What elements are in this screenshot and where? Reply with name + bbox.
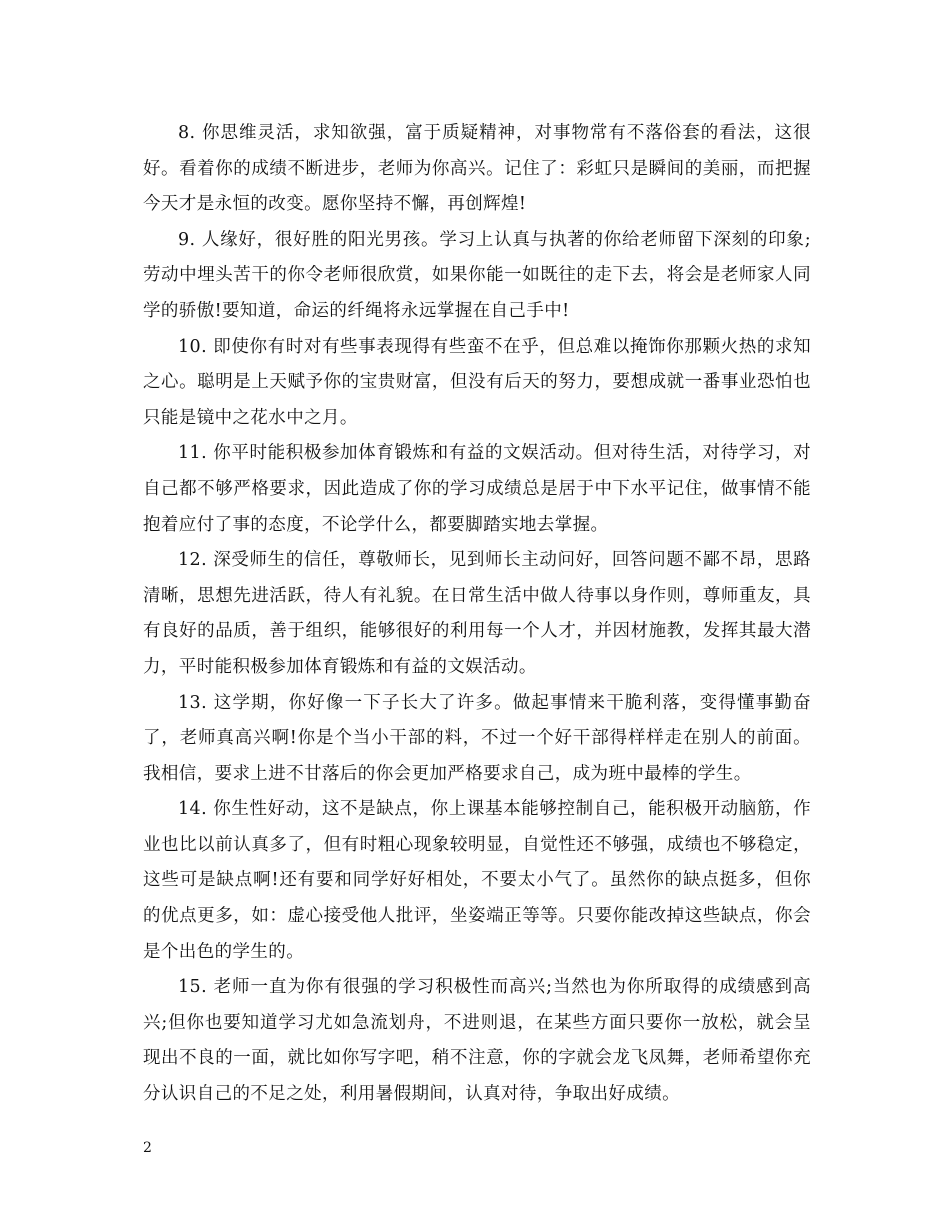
paragraph-10: 10. 即使你有时对有些事表现得有些蛮不在乎，但总难以掩饰你那颗火热的求知之心。聪明是上天赋予你的宝贵财富，但没有后天的努力，要想成就一番事业恐怕也只能是镜中之花水中之月。 bbox=[143, 336, 811, 428]
paragraph-14: 14. 你生性好动，这不是缺点，你上课基本能够控制自己，能积极开动脑筋，作业也比以前认真多了，但有时粗心现象较明显，自觉性还不够强，成绩也不够稳定，这些可是缺点啊!还有要和同学好好相处，不要太小气了。虽然你的缺点挺多，但你的优点更多，如：虚心接受他人批评，坐姿端正等等。只要你能改掉这些缺点，你会是个出色的学生的。 bbox=[143, 799, 811, 962]
paragraph-15: 15. 老师一直为你有很强的学习积极性而高兴;当然也为你所取得的成绩感到高兴;但你也要知道学习尤如急流划舟，不进则退，在某些方面只要你一放松，就会呈现出不良的一面，就比如你写字吧，稍不注意，你的字就会龙飞凤舞，老师希望你充分认识自己的不足之处，利用暑假期间，认真对待，争取出好成绩。 bbox=[143, 977, 811, 1105]
document-body bbox=[143, 116, 811, 1113]
paragraph-9: 9. 人缘好，很好胜的阳光男孩。学习上认真与执著的你给老师留下深刻的印象;劳动中埋头苦干的你令老师很欣赏，如果你能一如既往的走下去，将会是老师家人同学的骄傲!要知道，命运的纤绳将永远掌握在自己手中! bbox=[143, 229, 811, 321]
paragraph-8: 8. 你思维灵活，求知欲强，富于质疑精神，对事物常有不落俗套的看法，这很好。看着你的成绩不断进步，老师为你高兴。记住了：彩虹只是瞬间的美丽，而把握今天才是永恒的改变。愿你坚持不懈，再创辉煌! bbox=[143, 123, 811, 215]
page-number: 2 bbox=[143, 1140, 152, 1156]
paragraph-13: 13. 这学期，你好像一下子长大了许多。做起事情来干脆利落，变得懂事勤奋了，老师真高兴啊!你是个当小干部的料，不过一个好干部得样样走在别人的前面。我相信，要求上进不甘落后的你会更加严格要求自己，成为班中最棒的学生。 bbox=[143, 692, 811, 784]
paragraph-11: 11. 你平时能积极参加体育锻炼和有益的文娱活动。但对待生活，对待学习，对自己都不够严格要求，因此造成了你的学习成绩总是居于中下水平记住，做事情不能抱着应付了事的态度，不论学什么，都要脚踏实地去掌握。 bbox=[143, 443, 811, 535]
paragraph-12: 12. 深受师生的信任，尊敬师长，见到师长主动问好，回答问题不鄙不昂，思路清晰，思想先进活跃，待人有礼貌。在日常生活中做人待事以身作则，尊师重友，具有良好的品质，善于组织，能够很好的利用每一个人才，并因材施教，发挥其最大潜力，平时能积极参加体育锻炼和有益的文娱活动。 bbox=[143, 550, 811, 677]
